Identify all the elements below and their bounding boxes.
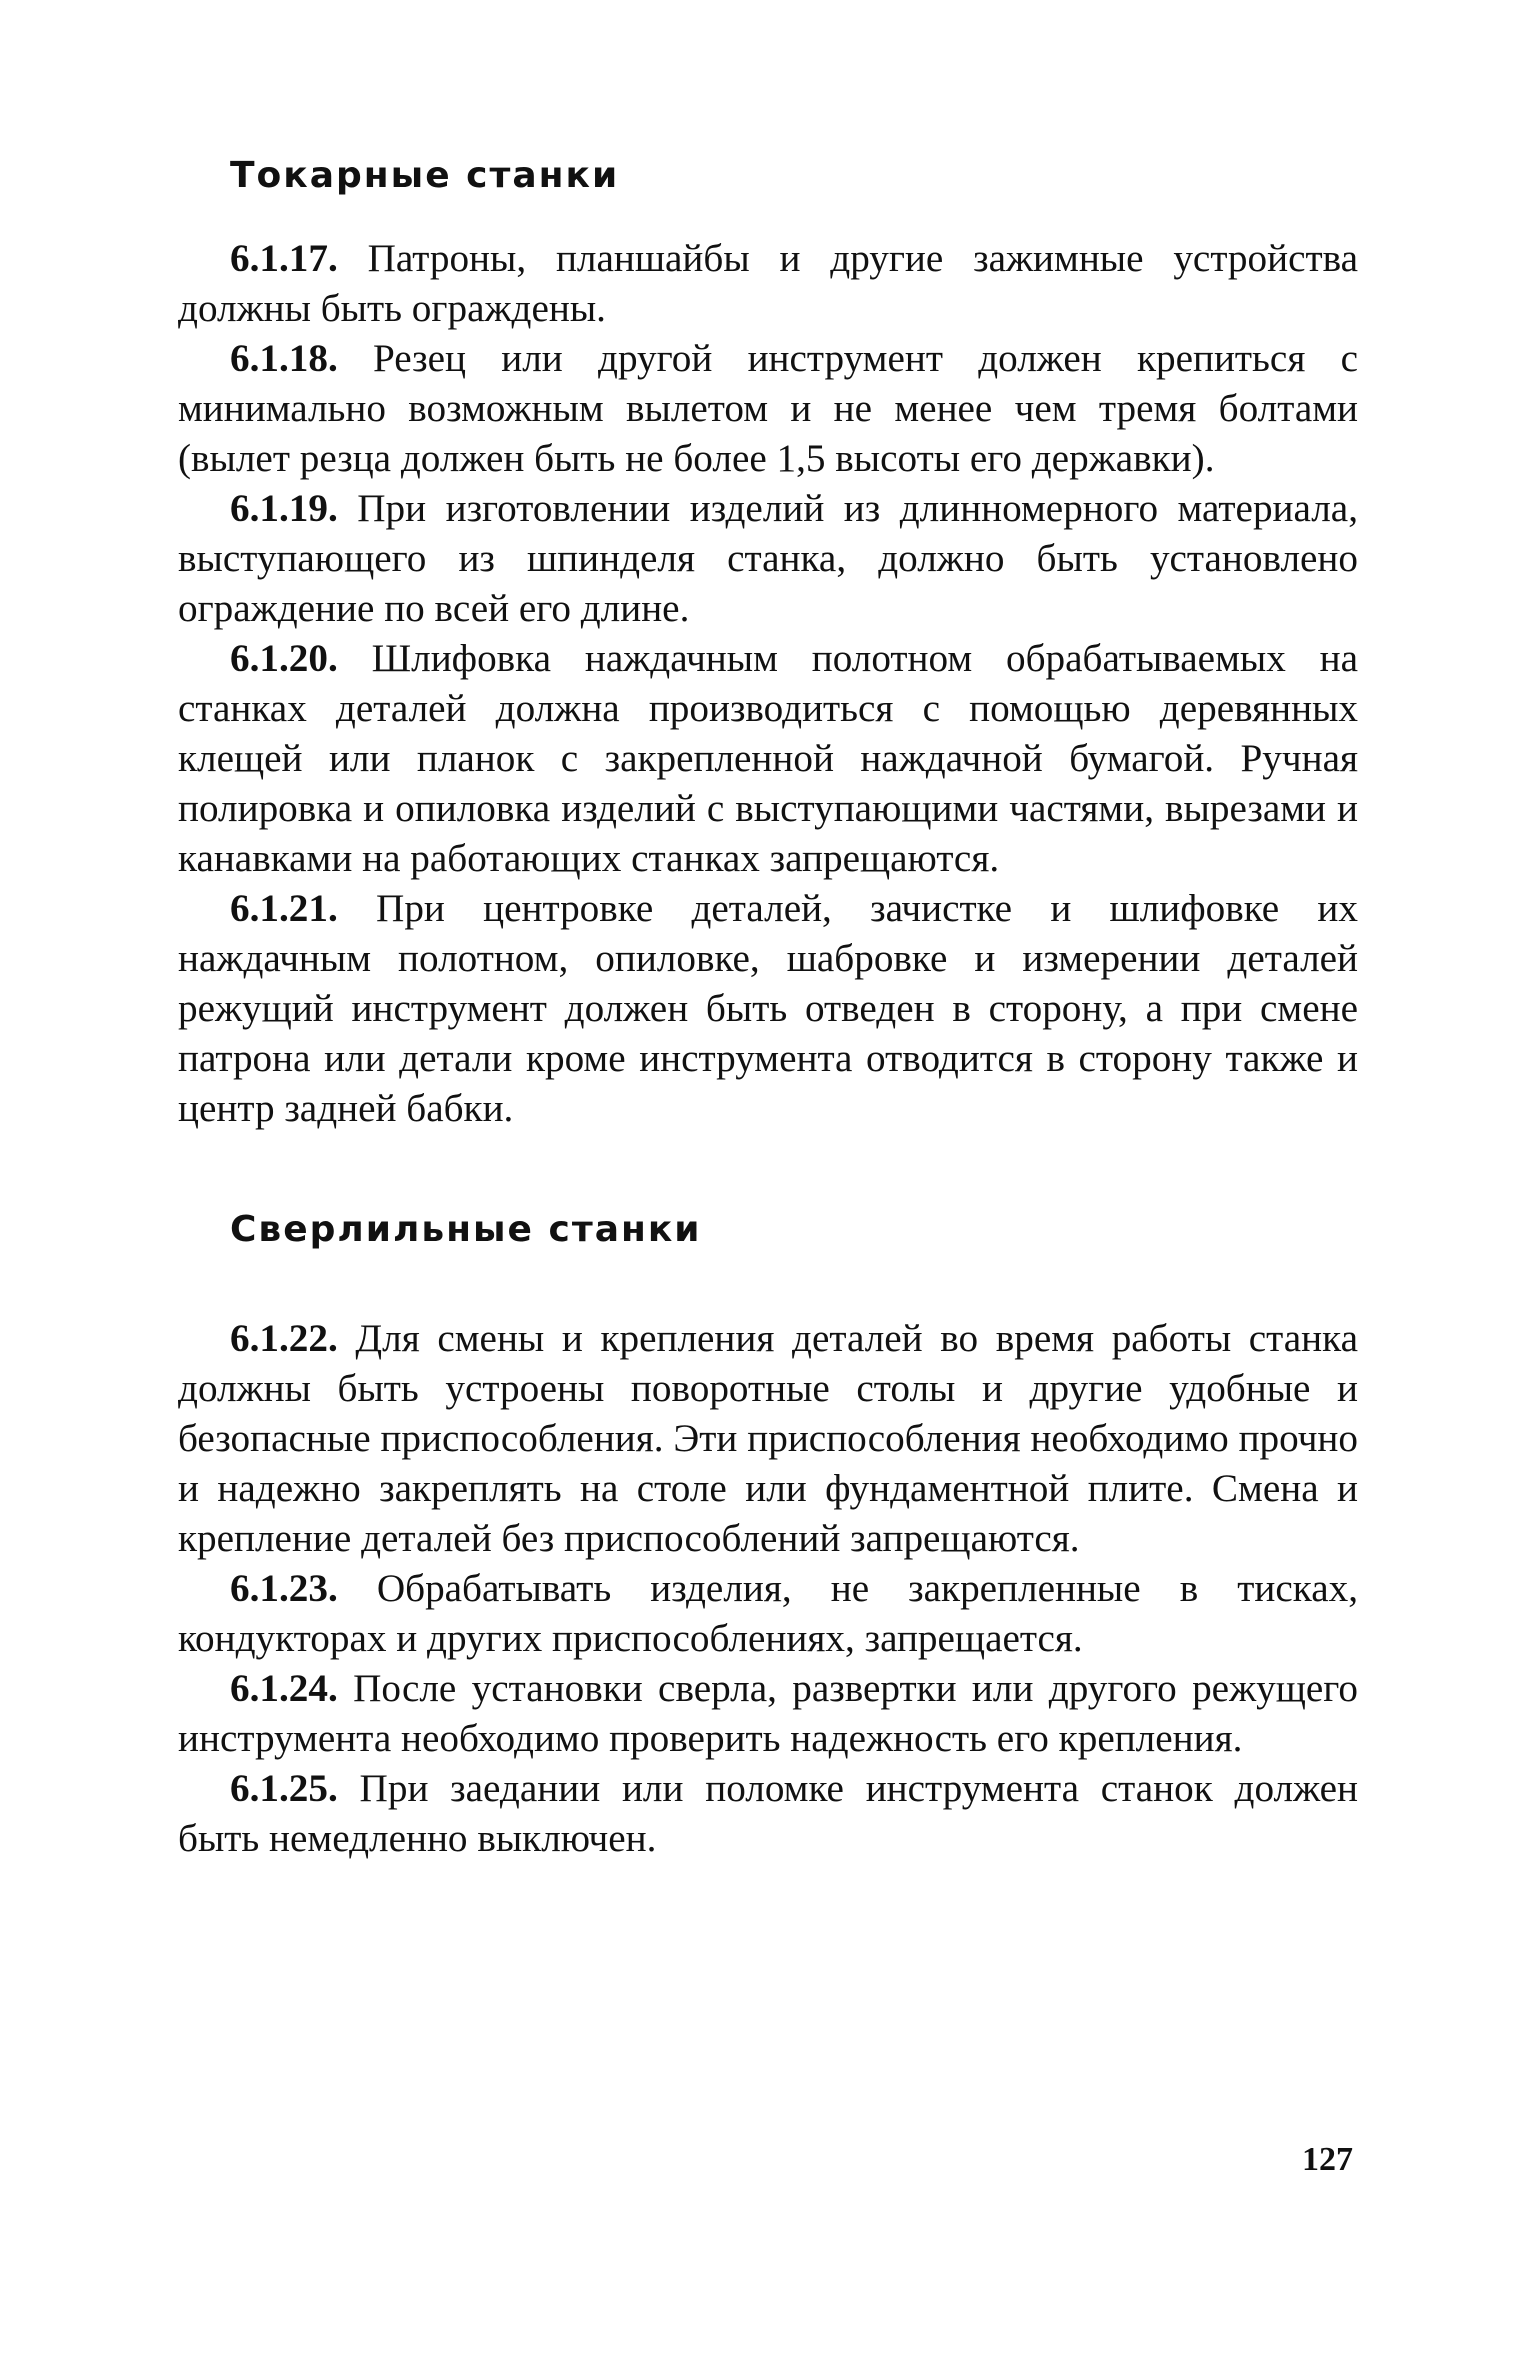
clause-number: 6.1.22. — [230, 1317, 338, 1360]
clause-text: Резец или другой инструмент должен крепиться с минимально возможным вылетом и не менее чем тремя болтами (вылет резца должен быть не более 1,5 высоты его державки). — [178, 337, 1359, 480]
clause-6-1-22 — [178, 1314, 1358, 1564]
clause-6-1-25 — [178, 1764, 1358, 1864]
document-page — [178, 152, 1358, 1864]
clause-6-1-19 — [178, 484, 1358, 634]
clause-6-1-23 — [178, 1564, 1358, 1664]
clause-text: Шлифовка наждачным полотном обрабатываемых на станках деталей должна производиться с помощью деревянных клещей или планок с закрепленной наждачной бумагой. Ручная полировка и опиловка изделий с выступающими частями, вырезами и канавками на работающих станках запрещаются. — [178, 637, 1359, 880]
clause-text: При изготовлении изделий из длинномерного материала, выступающего из шпинделя станка, должно быть установлено ограждение по всей его длине. — [178, 487, 1358, 630]
clause-text: Обрабатывать изделия, не закрепленные в тисках, кондукторах и других приспособлениях, запрещается. — [178, 1567, 1358, 1660]
clause-text: Патроны, планшайбы и другие зажимные устройства должны быть ограждены. — [178, 237, 1358, 330]
clause-number: 6.1.21. — [230, 887, 338, 930]
clause-number: 6.1.23. — [230, 1567, 338, 1610]
clause-6-1-20 — [178, 634, 1358, 884]
section-heading-drilling: Сверлильные станки — [230, 1209, 702, 1250]
clause-number: 6.1.20. — [230, 637, 338, 680]
clause-number: 6.1.17. — [230, 237, 338, 280]
clause-text: Для смены и крепления деталей во время работы станка должны быть устроены поворотные столы и другие удобные и безопасные приспособления. Эти приспособления необходимо прочно и надежно закреплять на столе или фундаментной плите. Смена и крепление деталей без приспособлений запрещаются. — [178, 1317, 1358, 1560]
clause-text: После установки сверла, развертки или другого режущего инструмента необходимо проверить надежность его крепления. — [178, 1667, 1358, 1760]
clause-6-1-18 — [178, 334, 1358, 484]
clause-number: 6.1.18. — [230, 337, 338, 380]
clause-6-1-17 — [178, 234, 1358, 334]
clause-6-1-24 — [178, 1664, 1358, 1764]
clause-number: 6.1.24. — [230, 1667, 338, 1710]
clause-6-1-21 — [178, 884, 1358, 1134]
section-heading-lathes: Токарные станки — [230, 155, 620, 196]
clause-number: 6.1.19. — [230, 487, 338, 530]
clause-number: 6.1.25. — [230, 1767, 338, 1810]
page-number: 127 — [1302, 2141, 1353, 2178]
clause-text: При заедании или поломке инструмента станок должен быть немедленно выключен. — [178, 1767, 1359, 1860]
clause-text: При центровке деталей, зачистке и шлифовке их наждачным полотном, опиловке, шабровке и измерении деталей режущий инструмент должен быть отведен в сторону, а при смене патрона или детали кроме инструмента отводится в сторону также и центр задней бабки. — [178, 887, 1358, 1130]
